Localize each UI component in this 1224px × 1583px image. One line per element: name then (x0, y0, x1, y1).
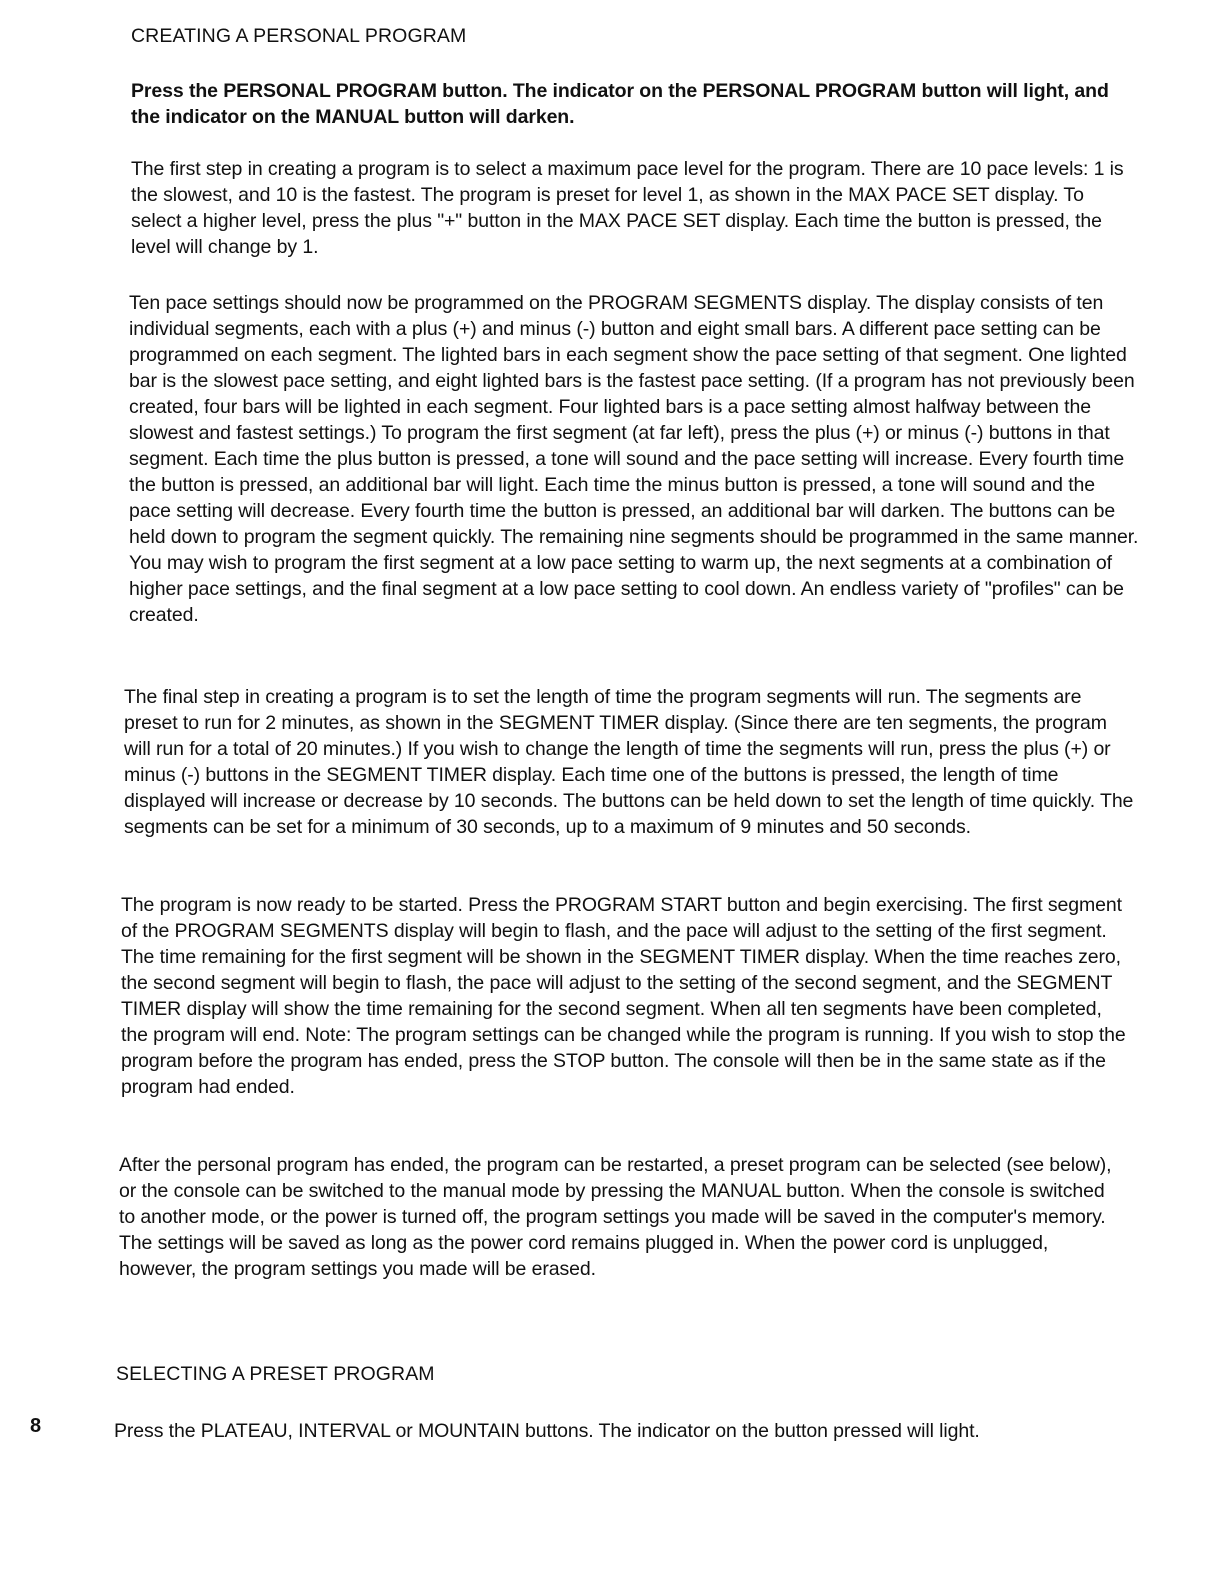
paragraph-press-personal-program: Press the PERSONAL PROGRAM button. The indicator on the PERSONAL PROGRAM button will light, and the indicator on the MANUAL button will darken. (131, 80, 1109, 128)
section-heading-preset-program: SELECTING A PRESET PROGRAM (116, 1363, 435, 1385)
paragraph-select-preset: Press the PLATEAU, INTERVAL or MOUNTAIN buttons. The indicator on the button pressed will light. (114, 1420, 980, 1442)
paragraph-program-start: The program is now ready to be started. Press the PROGRAM START button and begin exercising. The first segment of the PROGRAM SEGMENTS display will begin to flash, and the pace will adjust to the setting of the first segment. The time remaining for the first segment will be shown in the SEGMENT TIMER display. When the time reaches zero, the second segment will begin to flash, the pace will adjust to the setting of the second segment, and the SEGMENT TIMER display will show the time remaining for the second segment. When all ten segments have been completed, the program will end. Note: The program settings can be changed while the program is running. If you wish to stop the program before the program has ended, press the STOP button. The console will then be in the same state as if the program had ended. (121, 894, 1126, 1098)
paragraph-max-pace-level: The first step in creating a program is to select a maximum pace level for the program. There are 10 pace levels: 1 is the slowest, and 10 is the fastest. The program is preset for level 1, as shown in the MAX PACE SET display. To select a higher level, press the plus "+" button in the MAX PACE SET display. Each time the button is pressed, the level will change by 1. (131, 158, 1124, 258)
page-number: 8 (30, 1415, 42, 1437)
paragraph-after-program-ended: After the personal program has ended, the program can be restarted, a preset program can be selected (see below), or the console can be switched to the manual mode by pressing the MANUAL button. When the console is switched to another mode, or the power is turned off, the program settings you made will be saved in the computer's memory. The settings will be saved as long as the power cord remains plugged in. When the power cord is unplugged, however, the program settings you made will be erased. (119, 1154, 1112, 1280)
paragraph-program-segments: Ten pace settings should now be programmed on the PROGRAM SEGMENTS display. The display consists of ten individual segments, each with a plus (+) and minus (-) button and eight small bars. A different pace setting can be programmed on each segment. The lighted bars in each segment show the pace setting of that segment. One lighted bar is the slowest pace setting, and eight lighted bars is the fastest pace setting. (If a program has not previously been created, four bars will be lighted in each segment. Four lighted bars is a pace setting almost halfway between the slowest and fastest settings.) To program the first segment (at far left), press the plus (+) or minus (-) buttons in that segment. Each time the plus button is pressed, a tone will sound and the pace setting will increase. Every fourth time the button is pressed, an additional bar will light. Each time the minus button is pressed, a tone will sound and the pace setting will decrease. Every fourth time the button is pressed, an additional bar will darken. The buttons can be held down to program the segment quickly. The remaining nine segments should be programmed in the same manner. You may wish to program the first segment at a low pace setting to warm up, the next segments at a combination of higher pace settings, and the final segment at a low pace setting to cool down. An endless variety of "profiles" can be created. (129, 292, 1139, 626)
paragraph-segment-timer: The final step in creating a program is to set the length of time the program segments will run. The segments are preset to run for 2 minutes, as shown in the SEGMENT TIMER display. (Since there are ten segments, the program will run for a total of 20 minutes.) If you wish to change the length of time the segments will run, press the plus (+) or minus (-) buttons in the SEGMENT TIMER display. Each time one of the buttons is pressed, the length of time displayed will increase or decrease by 10 seconds. The buttons can be held down to set the length of time quickly. The segments can be set for a minimum of 30 seconds, up to a maximum of 9 minutes and 50 seconds. (124, 686, 1134, 838)
section-heading-personal-program: CREATING A PERSONAL PROGRAM (131, 25, 467, 47)
